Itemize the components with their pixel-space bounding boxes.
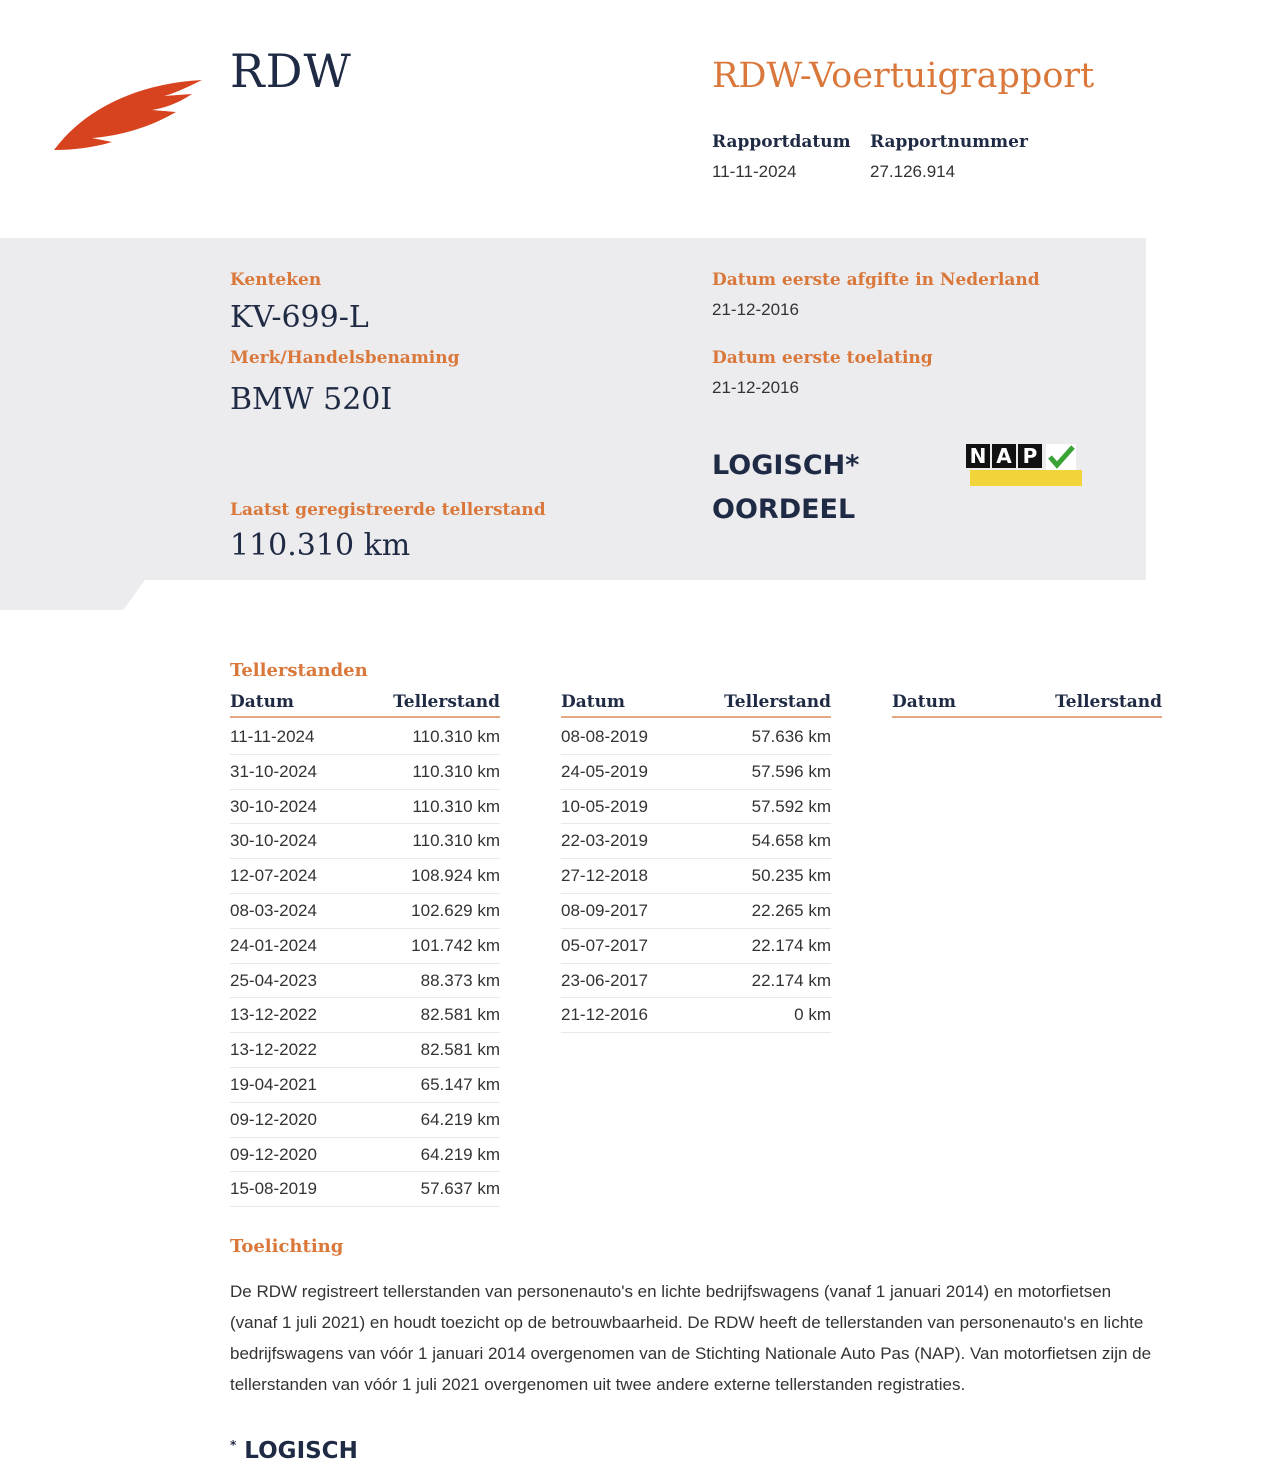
reading-date: 15-08-2019 [230, 1179, 317, 1199]
verdict-line-1: LOGISCH* [712, 450, 860, 481]
table-row [230, 1172, 500, 1207]
reading-date: 05-07-2017 [561, 935, 648, 955]
reading-date: 09-12-2020 [230, 1144, 317, 1164]
reading-date: 30-10-2024 [230, 796, 317, 816]
reading-km: 110.310 km [412, 761, 500, 781]
table-row [230, 790, 500, 825]
footnote-mark: * [230, 1438, 237, 1452]
reading-date: 19-04-2021 [230, 1074, 317, 1094]
table-row [561, 859, 831, 894]
table-row [230, 720, 500, 755]
report-number-label: Rapportnummer [870, 132, 1028, 152]
reading-date: 08-08-2019 [561, 727, 648, 746]
reading-km: 82.581 km [420, 1040, 500, 1060]
explanation-text: De RDW registreert tellerstanden van personenauto's en lichte bedrijfswagens (vanaf 1 januari 2014) en motorfietsen (vanaf 1 juli 2021) en houdt toezicht op de betrouwbaarheid. De RDW heeft de tellerstanden van personenauto's en lichte bedrijfswagens van vóór 1 januari 2014 overgenomen van de Stichting Nationale Auto Pas (NAP). Van motorfietsen zijn de tellerstanden van vóór 1 juli 2021 overgenomen uit twee andere externe tellerstanden registraties. [230, 1282, 1152, 1394]
reading-date: 11-11-2024 [230, 727, 315, 746]
col-date-header: Datum [892, 692, 956, 712]
first-admission-value: 21-12-2016 [712, 378, 799, 397]
table-row [561, 824, 831, 859]
table-header [230, 692, 500, 718]
col-reading-header: Tellerstand [1055, 692, 1162, 712]
reading-km: 57.636 km [751, 727, 831, 746]
plate-label: Kenteken [230, 270, 322, 290]
reading-km: 82.581 km [420, 1005, 500, 1025]
mileage-value: 110.310 km [230, 528, 411, 563]
panel-tail-decoration [0, 580, 145, 610]
reading-km: 110.310 km [412, 831, 500, 851]
reading-km: 57.637 km [420, 1179, 500, 1199]
footnote-word: LOGISCH [244, 1438, 358, 1464]
table-row [230, 1033, 500, 1068]
odometer-table-3 [892, 692, 1162, 718]
make-value: BMW 520I [230, 382, 393, 417]
table-row [230, 998, 500, 1033]
table-header [561, 692, 831, 718]
rdw-feather-logo-icon [52, 72, 207, 154]
report-number-value: 27.126.914 [870, 162, 956, 181]
first-nl-date-label: Datum eerste afgifte in Nederland [712, 270, 1040, 290]
table-row [561, 929, 831, 964]
reading-km: 50.235 km [751, 866, 831, 886]
odometer-section-title: Tellerstanden [230, 660, 368, 681]
reading-date: 31-10-2024 [230, 761, 317, 781]
reading-date: 10-05-2019 [561, 796, 648, 816]
table-row [230, 1138, 500, 1173]
reading-date: 13-12-2022 [230, 1005, 317, 1025]
checkmark-icon [1046, 444, 1076, 470]
reading-date: 24-05-2019 [561, 761, 648, 781]
reading-date: 08-03-2024 [230, 900, 317, 920]
reading-date: 12-07-2024 [230, 866, 317, 886]
table-row [561, 790, 831, 825]
nap-yellow-bar [970, 470, 1082, 486]
reading-km: 88.373 km [420, 970, 500, 990]
reading-date: 09-12-2020 [230, 1109, 317, 1129]
reading-km: 22.265 km [751, 900, 831, 920]
table-row [230, 894, 500, 929]
report-date-label: Rapportdatum [712, 132, 851, 152]
table-row [561, 998, 831, 1033]
table-row [561, 964, 831, 999]
odometer-table-1 [230, 692, 500, 1207]
verdict-line-2: OORDEEL [712, 494, 856, 525]
col-reading-header: Tellerstand [393, 692, 500, 712]
table-header [892, 692, 1162, 718]
first-nl-date-value: 21-12-2016 [712, 300, 799, 319]
reading-km: 102.629 km [411, 900, 500, 920]
brand-name: RDW [230, 44, 352, 98]
col-date-header: Datum [230, 692, 294, 712]
table-row [230, 1103, 500, 1138]
col-reading-header: Tellerstand [724, 692, 831, 712]
nap-letter: A [992, 444, 1016, 468]
table-row [561, 894, 831, 929]
report-date-value: 11-11-2024 [712, 162, 797, 181]
reading-km: 22.174 km [751, 970, 831, 990]
mileage-label: Laatst geregistreerde tellerstand [230, 500, 546, 520]
explanation-title: Toelichting [230, 1236, 344, 1257]
reading-km: 65.147 km [420, 1074, 500, 1094]
reading-date: 27-12-2018 [561, 866, 648, 886]
reading-date: 23-06-2017 [561, 970, 648, 990]
table-row [230, 964, 500, 999]
table-row [230, 859, 500, 894]
reading-date: 30-10-2024 [230, 831, 317, 851]
reading-date: 25-04-2023 [230, 970, 317, 990]
reading-date: 08-09-2017 [561, 900, 648, 920]
table-row [561, 720, 831, 755]
reading-km: 64.219 km [420, 1144, 500, 1164]
reading-km: 108.924 km [411, 866, 500, 886]
reading-date: 24-01-2024 [230, 935, 317, 955]
nap-letter: N [966, 444, 990, 468]
reading-km: 22.174 km [751, 935, 831, 955]
table-row [561, 755, 831, 790]
table-row [230, 1068, 500, 1103]
reading-km: 64.219 km [420, 1109, 500, 1129]
nap-logo [966, 444, 1082, 488]
reading-date: 22-03-2019 [561, 831, 648, 851]
nap-letter: P [1018, 444, 1042, 468]
report-title: RDW-Voertuigrapport [712, 56, 1095, 96]
table-row [230, 755, 500, 790]
reading-km: 57.596 km [751, 761, 831, 781]
footnote [230, 1438, 358, 1464]
table-row [230, 824, 500, 859]
reading-km: 54.658 km [751, 831, 831, 851]
col-date-header: Datum [561, 692, 625, 712]
reading-km: 57.592 km [751, 796, 831, 816]
table-row [230, 929, 500, 964]
reading-date: 13-12-2022 [230, 1040, 317, 1060]
make-label: Merk/Handelsbenaming [230, 348, 460, 368]
reading-km: 110.310 km [412, 796, 500, 816]
reading-date: 21-12-2016 [561, 1005, 648, 1025]
reading-km: 0 km [794, 1005, 831, 1025]
reading-km: 101.742 km [411, 935, 500, 955]
plate-value: KV-699-L [230, 300, 369, 335]
first-admission-label: Datum eerste toelating [712, 348, 933, 368]
odometer-table-2 [561, 692, 831, 1033]
reading-km: 110.310 km [412, 727, 500, 746]
